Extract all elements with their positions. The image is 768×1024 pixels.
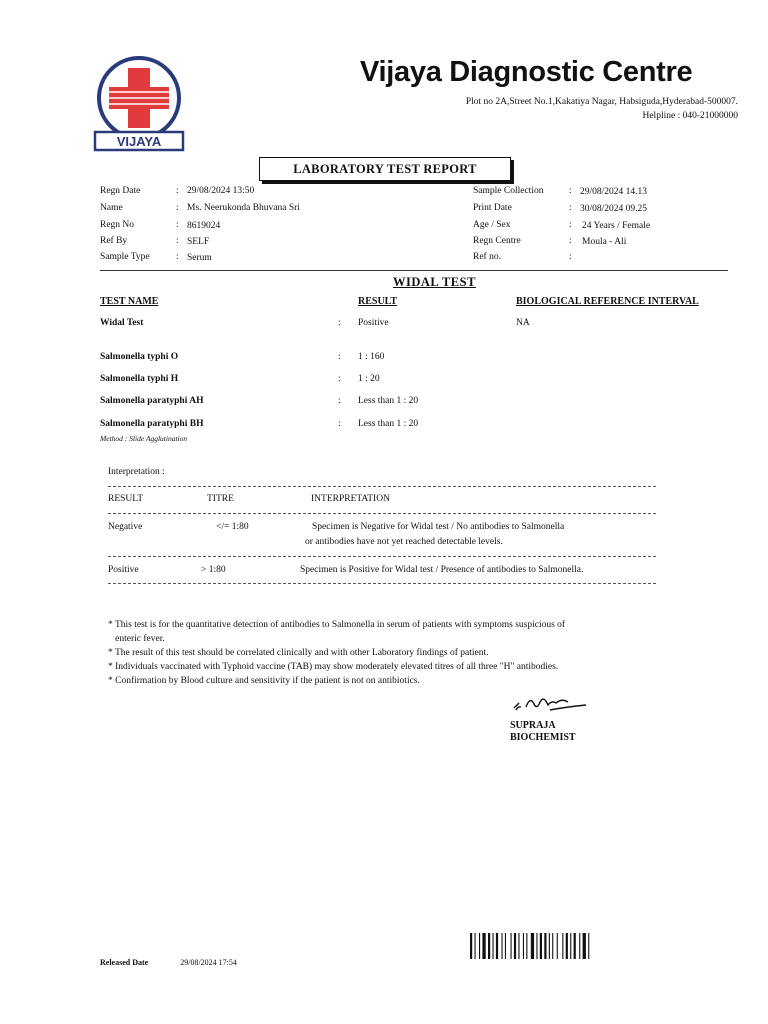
col-ref-interval: BIOLOGICAL REFERENCE INTERVAL <box>516 296 699 307</box>
interp-text: Specimen is Positive for Widal test / Presence of antibodies to Salmonella. <box>300 565 584 575</box>
signatory <box>510 720 576 744</box>
sample-type-label: Sample Type <box>100 252 150 262</box>
ref-by-value: SELF <box>187 237 210 247</box>
note: * Confirmation by Blood culture and sensitivity if the patient is not on antibiotics. <box>108 676 420 686</box>
regn-no-label: Regn No <box>100 220 135 230</box>
note: * Individuals vaccinated with Typhoid vaccine (TAB) may show moderately elevated titres of all three "H" antibodies. <box>108 662 559 672</box>
table-row <box>100 374 178 384</box>
test-name: Salmonella paratyphi BH <box>100 419 204 429</box>
sample-collection-value: 29/08/2024 14.13 <box>580 187 648 197</box>
sep: : <box>176 186 179 196</box>
ref-no-label: Ref no. <box>473 252 501 262</box>
sep: : <box>569 252 572 262</box>
interp-result: Negative <box>108 522 143 532</box>
interp-col-interpretation: INTERPRETATION <box>311 494 390 504</box>
test-result: Less than 1 : 20 <box>358 396 419 406</box>
age-sex-value: 24 Years / Female <box>582 221 651 231</box>
report-title: LABORATORY TEST REPORT <box>259 157 511 181</box>
dashed-divider <box>108 513 656 514</box>
interp-text-cont: or antibodies have not yet reached detectable levels. <box>305 537 503 547</box>
interp-titre: > 1:80 <box>201 565 226 575</box>
interp-titre: </= 1:80 <box>216 522 249 532</box>
signature <box>510 690 590 716</box>
patient-name: Ms. Neerukonda Bhuvana Sri <box>187 203 300 213</box>
sample-type-value: Serum <box>187 253 212 263</box>
released-date <box>100 958 237 967</box>
regn-date-value: 29/08/2024 13:50 <box>187 186 255 196</box>
sep: : <box>338 318 341 328</box>
barcode <box>470 933 600 959</box>
sep: : <box>338 374 341 384</box>
note: * The result of this test should be correlated clinically and with other Laboratory findings of patient. <box>108 648 489 658</box>
age-sex-label: Age / Sex <box>473 220 511 230</box>
test-result: 1 : 160 <box>358 352 385 362</box>
logo-text: VIJAYA <box>116 134 162 149</box>
table-row <box>100 318 143 328</box>
dashed-divider <box>108 583 656 584</box>
lab-title: Vijaya Diagnostic Centre <box>360 56 693 88</box>
col-result: RESULT <box>358 296 398 307</box>
sep: : <box>569 236 572 246</box>
sep: : <box>338 352 341 362</box>
test-ref: NA <box>516 318 530 328</box>
note: * This test is for the quantitative detection of antibodies to Salmonella in serum of patients with symptoms suspicious of <box>108 620 566 630</box>
signatory-name: SUPRAJA <box>510 720 556 731</box>
test-name: Salmonella paratyphi AH <box>100 396 204 406</box>
signatory-designation: BIOCHEMIST <box>510 732 576 743</box>
released-value: 29/08/2024 17:54 <box>180 958 237 967</box>
lab-address: Plot no 2A,Street No.1,Kakatiya Nagar, Habsiguda,Hyderabad-500007. <box>465 97 738 107</box>
sep: : <box>176 252 179 262</box>
test-name: Salmonella typhi O <box>100 352 179 362</box>
sep: : <box>338 396 341 406</box>
regn-centre-label: Regn Centre <box>473 236 521 246</box>
ref-by-label: Ref By <box>100 236 128 246</box>
sep: : <box>569 203 572 213</box>
table-row <box>100 396 203 406</box>
sep: : <box>338 419 341 429</box>
sep: : <box>176 236 179 246</box>
interp-col-result: RESULT <box>108 494 144 504</box>
print-date-label: Print Date <box>473 203 512 213</box>
interpretation-label: Interpretation : <box>108 467 165 477</box>
test-name: Widal Test <box>100 318 144 328</box>
interp-result: Positive <box>108 565 139 575</box>
note: enteric fever. <box>108 634 165 644</box>
divider <box>100 270 728 271</box>
regn-date-label: Regn Date <box>100 186 141 196</box>
test-title: WIDAL TEST <box>393 275 476 289</box>
test-name: Salmonella typhi H <box>100 374 179 384</box>
test-method: Method : Slide Agglutination <box>100 434 188 443</box>
sample-collection-label: Sample Collection <box>473 186 544 196</box>
print-date-value: 30/08/2024 09.25 <box>580 204 648 214</box>
sep: : <box>569 220 572 230</box>
vijaya-logo <box>80 54 198 158</box>
table-row <box>100 419 203 429</box>
name-label: Name <box>100 203 123 213</box>
table-row <box>100 352 178 362</box>
interp-text: Specimen is Negative for Widal test / No antibodies to Salmonella <box>312 522 565 532</box>
sep: : <box>569 186 572 196</box>
test-result: Less than 1 : 20 <box>358 419 419 429</box>
col-test-name: TEST NAME <box>100 296 159 307</box>
regn-centre-value: Moula - Ali <box>582 237 627 247</box>
sep: : <box>176 203 179 213</box>
sep: : <box>176 220 179 230</box>
test-result: 1 : 20 <box>358 374 380 384</box>
dashed-divider <box>108 556 656 557</box>
test-result: Positive <box>358 318 389 328</box>
regn-no-value: 8619024 <box>187 221 221 231</box>
interp-col-titre: TITRE <box>207 494 234 504</box>
released-label: Released Date <box>100 958 149 967</box>
dashed-divider <box>108 486 656 487</box>
lab-helpline: Helpline : 040-21000000 <box>642 111 738 121</box>
